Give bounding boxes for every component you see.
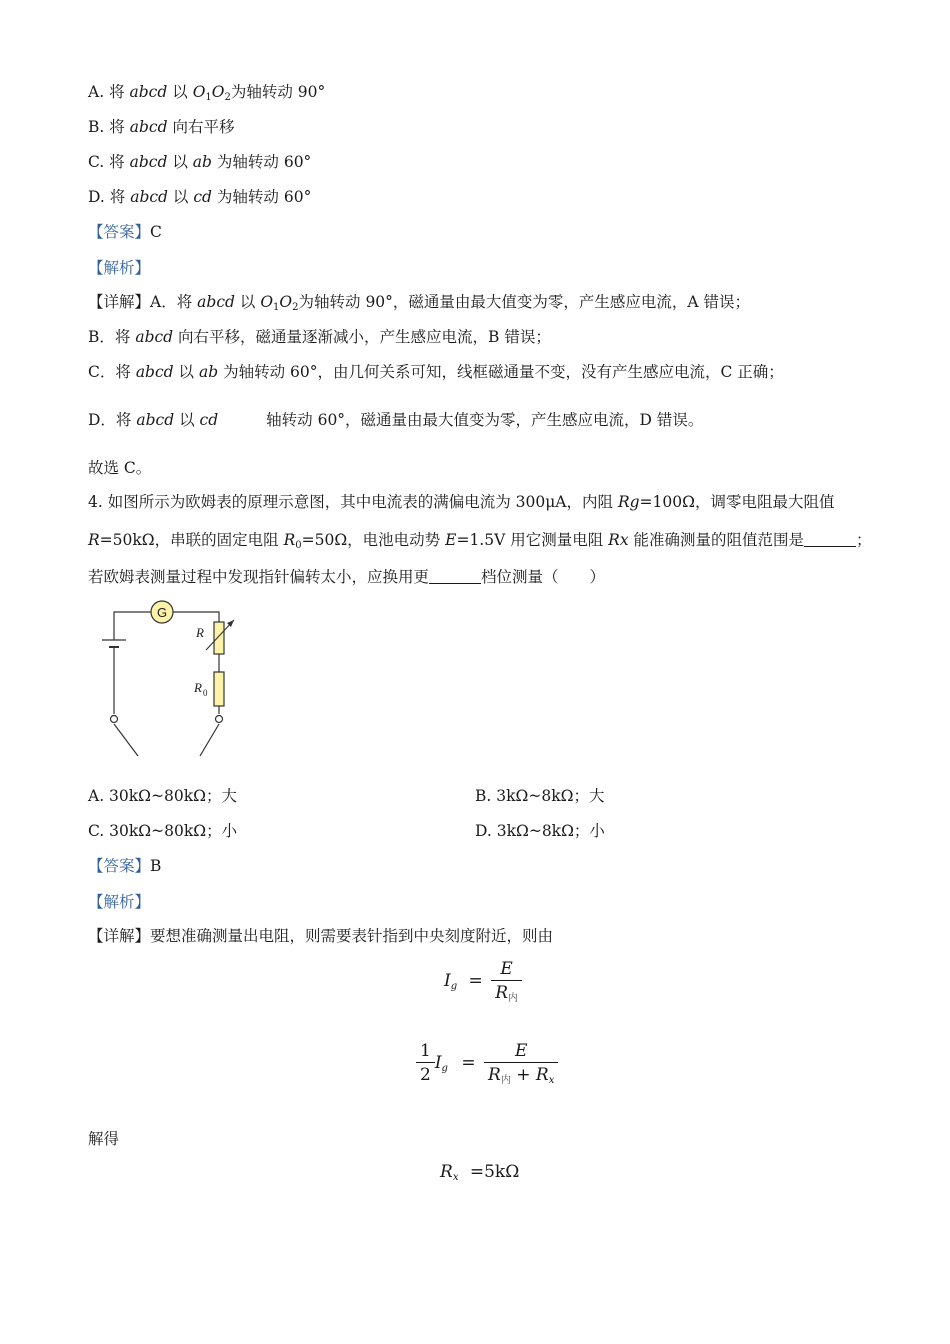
- q4-stem-line2: R=50kΩ，串联的固定电阻 $R_0=50\Omega$，电池电动势 E=1.5V 用它测量电阻 Rx 能准确测量的阻值范围是 ；: [88, 531, 872, 551]
- q4-detail: 【详解】要想准确测量出电阻，则需要表针指到中央刻度附近，则由: [88, 927, 554, 945]
- ohmmeter-circuit-diagram: [96, 598, 256, 760]
- fixed-resistor-icon: [214, 672, 224, 706]
- q4-stem-line1: 4. 如图所示为欧姆表的原理示意图，其中电流表的满偏电流为 300μA，内阻 Rg=100Ω，调零电阻最大阻值: [88, 493, 835, 511]
- q3-detail-b: B．将 abcd 向右平移，磁通量逐渐减小，产生感应电流，B 错误；: [88, 328, 551, 346]
- svg-text:G: G: [156, 605, 168, 620]
- q3-option-c: C. 将 abcd 以 ab 为轴转动 60°: [88, 153, 312, 171]
- svg-text:R: R: [196, 625, 204, 640]
- q3-analysis-tag: 【解析】: [88, 259, 151, 277]
- q3-option-d: D. 将 abcd 以 cd 为轴转动 60°: [88, 188, 312, 206]
- q3-conclusion: 故选 C。: [88, 459, 152, 477]
- q3-option-b: B. 将 abcd 向右平移: [88, 118, 235, 136]
- q3-detail-d: D．将 abcd 以 cd 轴转动 60°，磁通量由最大值变为零，产生感应电流，D 错误。: [88, 411, 704, 429]
- q3-option-a: A. 将 abcd 以 $O_1O_2$为轴转动 90°: [88, 83, 326, 103]
- q4-option-c: C. 30kΩ~80kΩ；小: [88, 822, 238, 840]
- equation-2: $\frac{1}{2}$ $I_g$ = $\frac{E}{R_内 + R_x}$: [416, 1040, 558, 1087]
- variable-resistor-icon: [214, 622, 224, 654]
- q4-option-d: D. 3kΩ~8kΩ；小: [475, 822, 605, 840]
- q4-stem-line3: 若欧姆表测量过程中发现指针偏转太小，应换用更 档位测量（ ）: [88, 568, 606, 586]
- answer-blank-2: [429, 569, 481, 584]
- right-terminal-icon: [216, 716, 223, 723]
- q3-answer: 【答案】C: [88, 223, 162, 241]
- q4-analysis-tag: 【解析】: [88, 893, 151, 911]
- q3-detail-c: C．将 abcd 以 ab 为轴转动 60°，由几何关系可知，线框磁通量不变，没有产生感应电流，C 正确；: [88, 363, 784, 381]
- q4-answer: 【答案】B: [88, 857, 162, 875]
- equation-1: $I_g$ = $\frac{E}{R_内}$: [444, 958, 522, 1005]
- q4-option-b: B. 3kΩ~8kΩ；大: [475, 787, 605, 805]
- answer-blank-1: [804, 532, 856, 547]
- equation-3: $R_x =5k\Omega$: [440, 1162, 520, 1183]
- q3-detail-a: 【详解】A．将 abcd 以 $O_1O_2$为轴转动 90°，磁通量由最大值变为零，产生感应电流，A 错误；: [88, 293, 751, 313]
- answer-tag: 【答案】: [88, 223, 151, 241]
- svg-text:0: 0: [203, 688, 208, 698]
- q4-option-a: A. 30kΩ~80kΩ；大: [88, 787, 237, 805]
- left-terminal-icon: [111, 716, 118, 723]
- svg-text:R: R: [194, 680, 202, 695]
- solve-label: 解得: [88, 1130, 120, 1148]
